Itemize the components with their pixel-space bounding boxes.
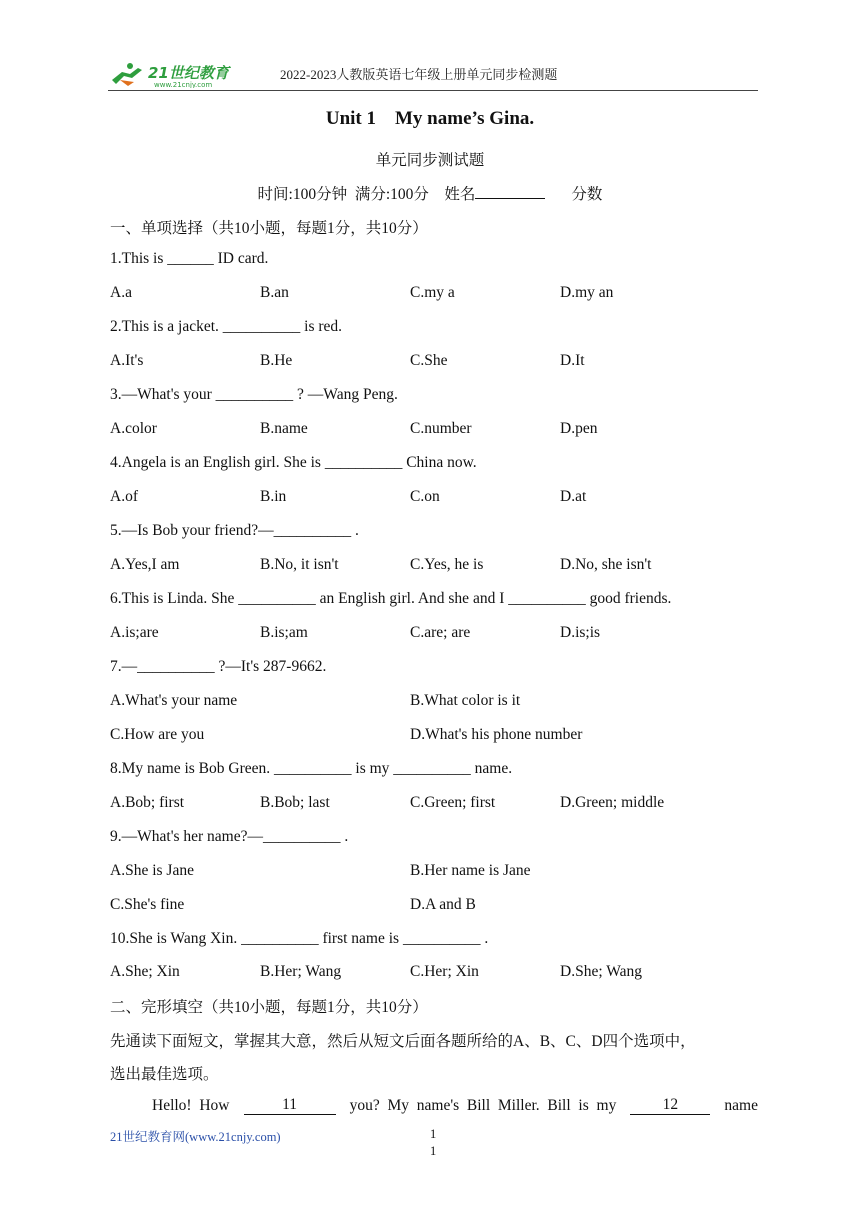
header-title: 2022-2023人教版英语七年级上册单元同步检测题 (280, 67, 558, 82)
option-a: A.She is Jane (110, 862, 194, 879)
question-1: 1.This is ______ ID card. (110, 250, 269, 267)
blank-12: 12 (630, 1097, 710, 1115)
exam-info-suffix: 分数 (571, 186, 603, 203)
option-b: B.He (260, 352, 293, 369)
option-d: D.pen (560, 420, 598, 437)
question-4: 4.Angela is an English girl. She is __________ China now. (110, 454, 477, 471)
exam-info-line (0, 182, 860, 204)
section-heading: 一、单项选择（共10小题，每题1分，共10分） (110, 220, 428, 237)
section-heading: 二、完形填空（共10小题，每题1分，共10分） (110, 999, 428, 1016)
option-d: D.It (560, 352, 585, 369)
blank-11: 11 (244, 1097, 336, 1115)
question-9: 9.—What's her name?—__________ . (110, 828, 349, 845)
option-d: D.Green; middle (560, 794, 665, 811)
option-b: B.is;am (260, 624, 308, 641)
name-blank[interactable] (475, 184, 545, 199)
page-number: 1 (430, 1127, 437, 1141)
option-c: C.Her; Xin (410, 963, 479, 980)
option-a: A.Yes,I am (110, 556, 180, 573)
option-c: C.my a (410, 284, 455, 301)
option-c: C.How are you (110, 726, 205, 743)
option-d: D.No, she isn't (560, 556, 652, 573)
option-a: A.It's (110, 352, 144, 369)
footer-site-link[interactable]: 21世纪教育网(www.21cnjy.com) (110, 1130, 281, 1144)
option-b: B.Her; Wang (260, 963, 342, 980)
question-2: 2.This is a jacket. __________ is red. (110, 318, 343, 335)
option-d: D.A and B (410, 896, 476, 913)
question-5: 5.—Is Bob your friend?—__________ . (110, 522, 359, 539)
option-a: A.is;are (110, 624, 159, 641)
option-d: D.is;is (560, 624, 601, 641)
option-a: A.Bob; first (110, 794, 185, 811)
option-b: B.name (260, 420, 308, 437)
svg-text:21世纪教育: 21世纪教育 (148, 64, 229, 82)
option-b: B.No, it isn't (260, 556, 339, 573)
option-d: D.my an (560, 284, 614, 301)
question-6: 6.This is Linda. She __________ an English girl. And she and I __________ good friends. (110, 590, 672, 607)
svg-text:www.21cnjy.com: www.21cnjy.com (154, 81, 213, 88)
page-number: 1 (430, 1144, 437, 1158)
passage-text: Hello! How (152, 1097, 230, 1114)
option-c: C.She (410, 352, 448, 369)
option-a: A.color (110, 420, 157, 437)
option-a: A.She; Xin (110, 963, 180, 980)
question-7: 7.—__________ ?—It's 287-9662. (110, 658, 327, 675)
option-c: C.are; are (410, 624, 471, 641)
option-c: C.She's fine (110, 896, 185, 913)
document-subtitle: 单元同步测试题 (375, 152, 485, 169)
option-c: C.number (410, 420, 472, 437)
option-d: D.What's his phone number (410, 726, 583, 743)
option-b: B.an (260, 284, 289, 301)
instruction-text: 选出最佳选项。 (110, 1066, 219, 1083)
page-header (108, 58, 758, 91)
question-10: 10.She is Wang Xin. __________ first name is __________ . (110, 930, 489, 947)
option-a: A.a (110, 284, 132, 301)
option-d: D.at (560, 488, 587, 505)
instruction-text: 先通读下面短文，掌握其大意，然后从短文后面各题所给的A、B、C、D四个选项中， (110, 1033, 696, 1050)
option-b: B.in (260, 488, 287, 505)
passage-line (152, 1097, 758, 1115)
exam-info-prefix: 时间:100分钟 满分:100分 姓名 (257, 186, 476, 203)
option-c: C.Green; first (410, 794, 496, 811)
option-d: D.She; Wang (560, 963, 642, 980)
question-8: 8.My name is Bob Green. __________ is my __________ name. (110, 760, 513, 777)
passage-text: name (724, 1097, 758, 1114)
logo-icon (108, 60, 273, 88)
question-3: 3.—What's your __________ ? —Wang Peng. (110, 386, 398, 403)
option-c: C.Yes, he is (410, 556, 484, 573)
document-title: Unit 1 My name’s Gina. (325, 108, 535, 129)
option-b: B.Her name is Jane (410, 862, 531, 879)
option-b: B.Bob; last (260, 794, 330, 811)
option-a: A.of (110, 488, 138, 505)
passage-text: you? My name's Bill Miller. Bill is my (349, 1097, 617, 1114)
option-b: B.What color is it (410, 692, 521, 709)
option-c: C.on (410, 488, 440, 505)
option-a: A.What's your name (110, 692, 238, 709)
